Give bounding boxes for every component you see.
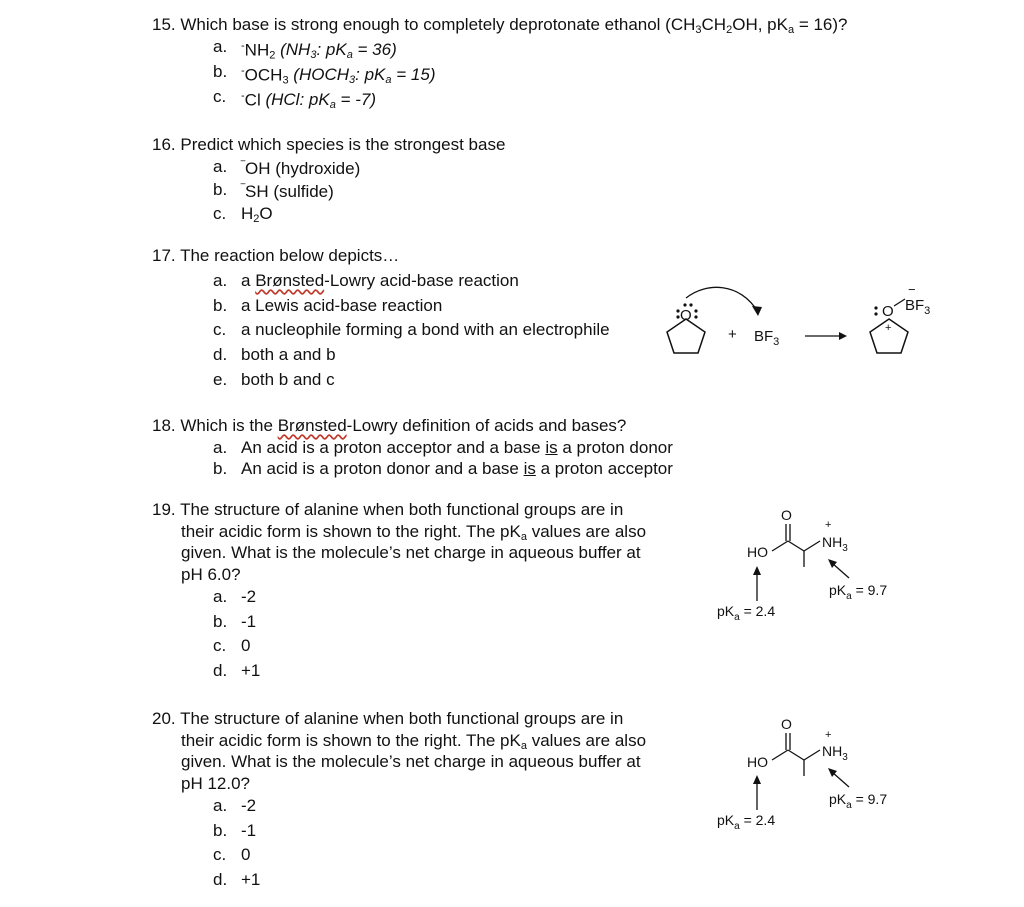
q18-option-b[interactable]: b. An acid is a proton donor and a base is a proton acceptor — [213, 459, 673, 478]
q20-option-c[interactable]: c. 0 — [213, 845, 251, 864]
svg-text:+: + — [825, 519, 832, 531]
q19-option-c[interactable]: c. 0 — [213, 636, 251, 655]
svg-text:−: − — [908, 282, 916, 297]
bf3-reagent: $BF_3$ — [754, 328, 780, 348]
reactant-oxygen: O — [680, 307, 692, 324]
question-17 — [152, 244, 712, 393]
q20-option-a[interactable]: a. -2 — [213, 796, 257, 815]
q19-option-a[interactable]: a. -2 — [213, 587, 257, 606]
q17-option-e[interactable]: e. both b and c — [213, 369, 335, 389]
svg-text:pKa = 2.4: $pK_a = 2.4$ — [717, 603, 776, 623]
svg-text:O: O — [781, 716, 792, 732]
question-19 — [152, 499, 712, 683]
q15-option-a[interactable]: a. $^-NH_2$ ($NH_3$: $pK_a = 36$) — [213, 36, 397, 62]
svg-text:+: + — [825, 729, 832, 741]
question-17-stem: 17. The reaction below depicts… — [152, 246, 400, 265]
q18-option-a[interactable]: a. An acid is a proton acceptor and a base is a proton donor — [213, 437, 673, 457]
q17-option-a[interactable]: a. a Brønsted-Lowry acid-base reaction — [213, 270, 519, 290]
svg-text:HO: HO — [747, 544, 768, 560]
question-20-stem: 20. The structure of alanine when both functional groups are in their acidic form is shown to the right. The $pK_a$ values are also given. What is the molecule’s net charge in aqueous buffer at pH 12.0? — [152, 709, 647, 793]
question-15-stem: 15. Which base is strong enough to completely deprotonate ethanol ($CH_3CH_2OH$, $pK_a = 16$)? — [152, 15, 848, 36]
q16-option-a[interactable]: a. ‾OH (hydroxide) — [213, 156, 361, 178]
q17-option-d[interactable]: d. both a and b — [213, 345, 336, 365]
svg-text:NH3: $NH_3$ — [822, 743, 848, 763]
question-18-stem: 18. Which is the Brønsted-Lowry definition of acids and bases? — [152, 416, 627, 435]
question-16-stem: 16. Predict which species is the strongest base — [152, 135, 506, 154]
q17-option-b[interactable]: b. a Lewis acid-base reaction — [213, 295, 443, 315]
plus-sign: + — [728, 326, 737, 343]
svg-text:+: + — [885, 322, 892, 334]
svg-text:NH3: $NH_3$ — [822, 534, 848, 554]
question-15 — [152, 14, 922, 111]
q19-option-b[interactable]: b. -1 — [213, 611, 257, 631]
product-bf3: $BF_3$ — [905, 297, 931, 317]
q16-option-c[interactable]: c. $H_2O$ — [213, 203, 273, 225]
question-16 — [152, 134, 712, 224]
q19-option-d[interactable]: d. +1 — [213, 660, 261, 680]
thf-ring-product — [870, 319, 908, 353]
svg-text:O: O — [781, 507, 792, 523]
q17-option-c[interactable]: c. a nucleophile forming a bond with an electrophile — [213, 320, 610, 340]
question-20 — [152, 708, 712, 892]
q20-option-d[interactable]: d. +1 — [213, 869, 261, 889]
svg-text:pKa = 9.7: $pK_a = 9.7$ — [829, 791, 888, 811]
question-19-stem: 19. The structure of alanine when both functional groups are in their acidic form is shown to the right. The $pK_a$ values are also given. What is the molecule’s net charge in aqueous buffer at pH 6.0? — [152, 500, 647, 584]
product-oxygen: O — [882, 303, 894, 320]
svg-text:HO: HO — [747, 754, 768, 770]
q15-option-c[interactable]: c. -Cl (HCl: $pK_a = -7$) — [213, 86, 376, 112]
svg-text:pKa = 2.4: $pK_a = 2.4$ — [717, 812, 776, 832]
question-18 — [152, 415, 712, 480]
q20-option-b[interactable]: b. -1 — [213, 820, 257, 840]
q16-option-b[interactable]: b. ‾SH (sulfide) — [213, 180, 334, 201]
svg-text:pKa = 9.7: $pK_a = 9.7$ — [829, 582, 888, 602]
q15-option-b[interactable]: b. $^-OCH_3$ ($HOCH_3$: $pK_a = 15$) — [213, 61, 436, 87]
